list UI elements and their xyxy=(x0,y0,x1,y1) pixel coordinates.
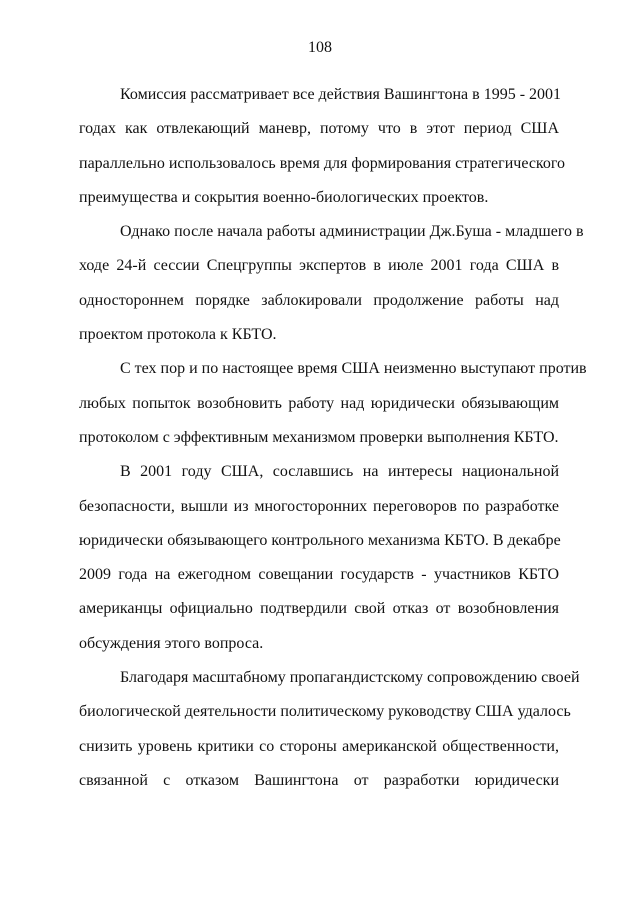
text-line: американцы официально подтвердили свой отказ от возобновления xyxy=(79,600,559,618)
text-line: безопасности, вышли из многосторонних переговоров по разработке xyxy=(79,497,559,515)
paragraph xyxy=(79,215,584,352)
text-line: Благодаря масштабному пропагандистскому сопровождению своей xyxy=(120,669,580,687)
text-line: ходе 24-й сессии Спецгруппы экспертов в июле 2001 года США в xyxy=(79,257,559,275)
text-line: юридически обязывающего контрольного механизма КБТО. В декабре xyxy=(79,531,561,549)
text-line: одностороннем порядке заблокировали продолжение работы над xyxy=(79,291,559,309)
text-line: протоколом с эффективным механизмом проверки выполнения КБТО. xyxy=(79,428,559,446)
text-line: снизить уровень критики со стороны американской общественности, xyxy=(79,737,559,755)
text-line: любых попыток возобновить работу над юридически обязывающим xyxy=(79,394,559,412)
page-number: 108 xyxy=(308,39,332,56)
text-line: связанной с отказом Вашингтона от разработки юридически xyxy=(79,771,559,789)
text-line: преимущества и сокрытия военно-биологических проектов. xyxy=(79,188,489,206)
document-body xyxy=(79,78,587,798)
text-line: биологической деятельности политическому руководству США удалось xyxy=(79,703,571,721)
text-line: В 2001 году США, сославшись на интересы национальной xyxy=(120,463,559,481)
text-line: 2009 года на ежегодном совещании государств - участников КБТО xyxy=(79,566,559,584)
paragraph xyxy=(79,352,587,455)
text-line: С тех пор и по настоящее время США неизменно выступают против xyxy=(120,360,587,378)
text-line: годах как отвлекающий маневр, потому что в этот период США xyxy=(79,120,559,138)
text-line: Комиссия рассматривает все действия Вашингтона в 1995 - 2001 xyxy=(120,86,562,103)
paragraph xyxy=(79,455,559,661)
text-line: параллельно использовалось время для формирования стратегического xyxy=(79,154,566,172)
paragraph xyxy=(79,78,566,215)
text-line: Однако после начала работы администрации Дж.Буша - младшего в xyxy=(120,223,584,241)
text-line: проектом протокола к КБТО. xyxy=(79,326,277,344)
text-line: обсуждения этого вопроса. xyxy=(79,634,264,652)
paragraph xyxy=(79,661,580,798)
